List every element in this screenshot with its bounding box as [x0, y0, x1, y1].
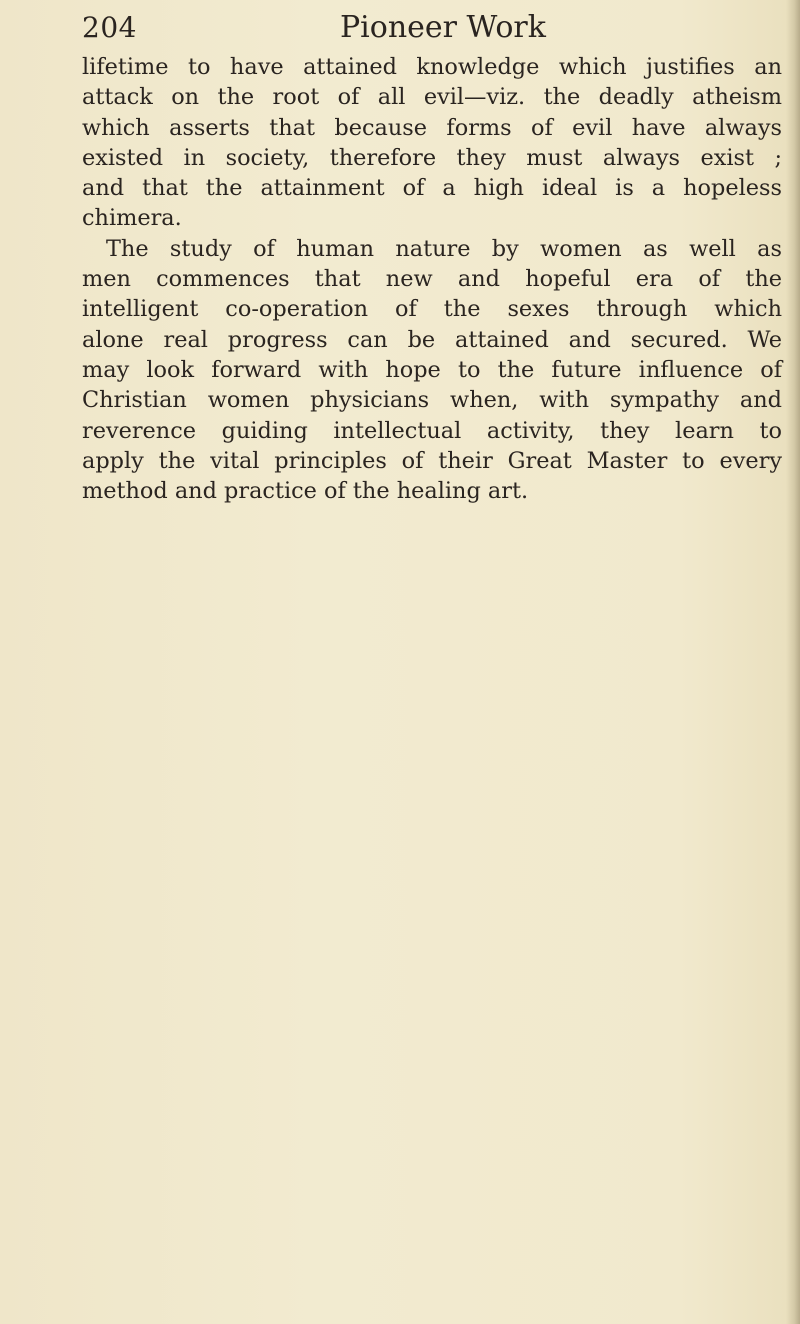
- text-line: chimera.: [82, 205, 182, 232]
- text-line: may look forward with hope to the future influence of: [82, 356, 782, 383]
- running-title: Pioneer Work: [340, 10, 546, 45]
- text-line: apply the vital principles of their Great Master to every: [82, 447, 782, 474]
- text-line: alone real progress can be attained and secured. We: [82, 326, 782, 353]
- text-line: Christian women physicians when, with sympathy and: [82, 387, 782, 414]
- text-line: intelligent co-operation of the sexes through which: [82, 296, 782, 323]
- page-number: 204: [82, 11, 137, 44]
- text-line: reverence guiding intellectual activity, they learn to: [82, 417, 782, 444]
- text-line: lifetime to have attained knowledge which justifies an: [82, 54, 782, 80]
- text-line: existed in society, therefore they must always exist ;: [82, 144, 782, 171]
- text-line: and that the attainment of a high ideal is a hopeless: [82, 175, 782, 202]
- text-line: method and practice of the healing art.: [82, 478, 529, 505]
- page-edge-shadow: [786, 0, 800, 1324]
- text-line: which asserts that because forms of evil have always: [82, 114, 782, 141]
- page-header: [82, 6, 774, 50]
- text-line: attack on the root of all evil—viz. the deadly atheism: [82, 84, 782, 111]
- body-text: [82, 52, 782, 506]
- paragraph-first-line: The study of human nature by women as well as: [106, 235, 782, 262]
- text-line: men commences that new and hopeful era of the: [82, 266, 782, 293]
